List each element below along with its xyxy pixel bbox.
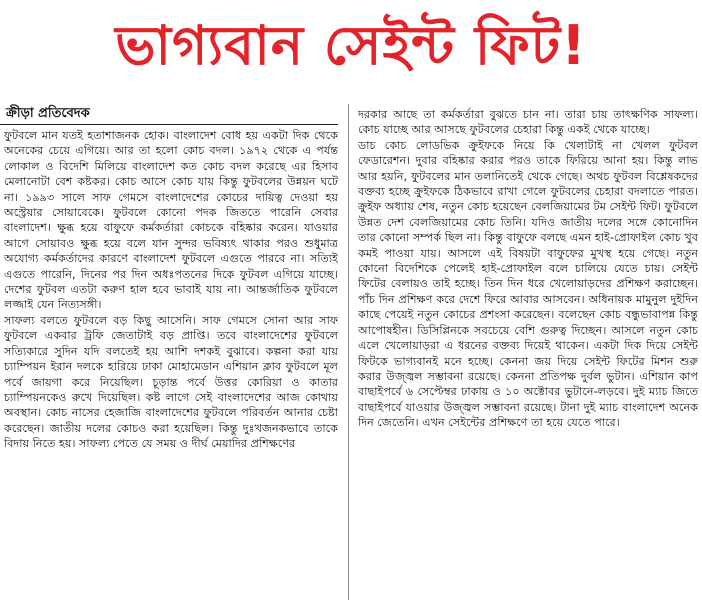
left-column [4,128,338,600]
column-divider [348,104,349,600]
byline: ক্রীড়া প্রতিবেদক [6,106,90,121]
right-column [358,107,698,600]
headline: ভাগ্যবান সেইন্ট ফিট! [115,14,587,77]
paragraph: ফুটবলে মান যতই হতাশাজনক হোক। বাংলাদেশ বোধ হয় একটা দিক থেকে অনেকের চেয়ে এগিয়ে। আর তা হলো কোচ বদল। ১৯৭২ থেকে এ পর্যন্ত লোকাল ও বিদেশি মিলিয়ে বাংলাদেশ কত কোচ বদল করেছে এর হিসাব মেলানোটা বেশ কষ্টকর। কোচ আসে কোচ যায় কিন্তু ফুটবলের উন্নয়ন ঘটে না। ১৯৯৩ সালে সাফ গেমসে বাংলাদেশের কোচের দায়িত্ব দেওয়া হয় অস্ট্রেয়ার সোয়াবেকে। ফুটবলে কোনো পদক জিততে পারেনি সেবার বাংলাদেশ। ক্ষুব্ধ হয়ে বাফুফে কর্মকর্তারা কোচকে বহিষ্কার করেন। যাওয়ার আগে সোয়াবও ক্ষুব্ধ হয়ে বলে যান সুন্দর ভবিষ্যৎ থাকার পরও শুধুমাত্র অযোগ্য কর্মকর্তাদের কারণে বাংলাদেশ ফুটবলে এগুতে পারবে না। সত্যিই এগুতে পারেনি, দিনের পর দিন অধঃপতনের দিকে ফুটবল এগিয়ে যাচ্ছে। দেশের ফুটবল এতটা করুণ হাল হবে ভাবাই যায় না। আন্তর্জাতিক ফুটবলে লজ্জাই যেন নিত্যসঙ্গী। [4,129,338,312]
paragraph: দরকার আছে তা কর্মকর্তারা বুঝতে চান না। তারা চায় তাৎক্ষণিক সাফল্য। কোচ যাচ্ছে আর আসছে ফুটবলের চেহারা কিন্তু একই থেকে যাচ্ছে। [358,108,698,137]
paragraph: ডাচ কোচ লোডভিক ক্রুইফকে নিয়ে কি খেলাটাই না খেলল ফুটবল ফেডারেশন। দুবার বহিষ্কার করার পরও তাকে ফিরিয়ে আনা হয়। কিন্তু লাভ আর হয়নি, ফুটবলের মান তলানিতেই থেকে গেছে। অথচ ফুটবল বিশ্লেষকদের বক্তব্য হচ্ছে ক্রুইফকে ঠিকভাবে রাখা গেলে ফুটবলের চেহারা বদলাতে পারত। ক্রুইফ অধ্যায় শেষ, নতুন কোচ হয়েছেন বেলজিয়ামের টম সেইন্ট ফিট। ফুটবলে উন্নত দেশ বেলজিয়ামের কোচ তিনি। যদিও জাতীয় দলের সঙ্গে কোনোদিন তার কোনো সম্পর্ক ছিল না। কিন্তু বাফুফে বলছে এমন হাই-প্রোফাইল কোচ খুব কমই পাওয়া যায়। আসলে এই বিষয়টা বাফুফের মুখস্থ হয়ে গেছে। নতুন কোনো বিদেশিকে পেলেই হাই-প্রোফাইল বলে চালিয়ে যেতে চায়। সেইন্ট ফিটের বেলায়ও তাই হচ্ছে। তিন দিন ধরে খেলোয়াড়দের প্রশিক্ষণ করাচ্ছেন। পাঁচ দিন প্রশিক্ষণ করে দেশে ফিরে আবার আসবেন। অধিনায়ক মামুনুল দুইদিন কাছে পেয়েই নতুন কোচের প্রশংসা করেছেন। বলেছেন কোচ বন্ধুভাবাপন্ন কিন্তু আপোষহীন। ডিসিপ্লিনকে সবচেয়ে বেশি গুরুত্ব দিচ্ছেন। আসলে নতুন কোচ এলে খেলোয়াড়রা এ ধরনের বক্তব্য দিয়েই থাকেন। একটা দিক দিয়ে সেইন্ট ফিটকে ভাগ্যবানই মনে হচ্ছে। কেননা জয় দিয়ে সেইন্ট ফিটের মিশন শুরু করার উজ্জ্বল সম্ভাবনা রয়েছে। কেননা প্রতিপক্ষ দুর্বল ভুটান। এশিয়ান কাপ বাছাইপর্বে ৬ সেপ্টেম্বর ঢাকায় ও ১০ অক্টোবর ভুটানে-লড়বে। দুই ম্যাচ জিতে বাছাইপর্বে যাওয়ার উজ্জ্বল সম্ভাবনা রয়েছে। টানা দুই ম্যাচ বাংলাদেশ অনেক দিন জেতেনি। এখন সেইন্টের প্রশিক্ষণে তা হয়ে যেতে পারে। [358,138,698,430]
byline-rule [0,124,338,125]
paragraph: সাফল্য বলতে ফুটবলে বড় কিছু আসেনি। সাফ গেমসে সোনা আর সাফ ফুটবলে একবার ট্রফি জেতাটাই বড় প্রাপ্তি। তবে বাংলাদেশের ফুটবলে সত্যিকারে সুদিন যদি বলতেই হয় আশি দশকই বুঝাবে। কল্পনা করা যায় চ্যাম্পিয়ন ইরান দলকে হারিয়ে ঢাকা মোহামেডান এশিয়ান ক্লাব ফুটবলে মূল পর্বে জায়গা করে নিয়েছিল। চূড়ান্ত পর্বে উত্তর কোরিয়া ও কাতার চ্যাম্পিয়নকেও রুখে দিয়েছিল। কষ্ট লাগে সেই বাংলাদেশের আজ কোথায় অবস্থান। কোচ নাসের হেজাজি বাংলাদেশের ফুটবলে পরিবর্তন আনার চেষ্টা করেছেন। জাতীয় দলের কোচও করা হয়েছিল। কিন্তু দুঃখজনকভাবে তাকে বিদায় নিতে হয়। সাফল্য পেতে যে সময় ও দীর্ঘ মেয়াদির প্রশিক্ষণের [4,313,338,451]
